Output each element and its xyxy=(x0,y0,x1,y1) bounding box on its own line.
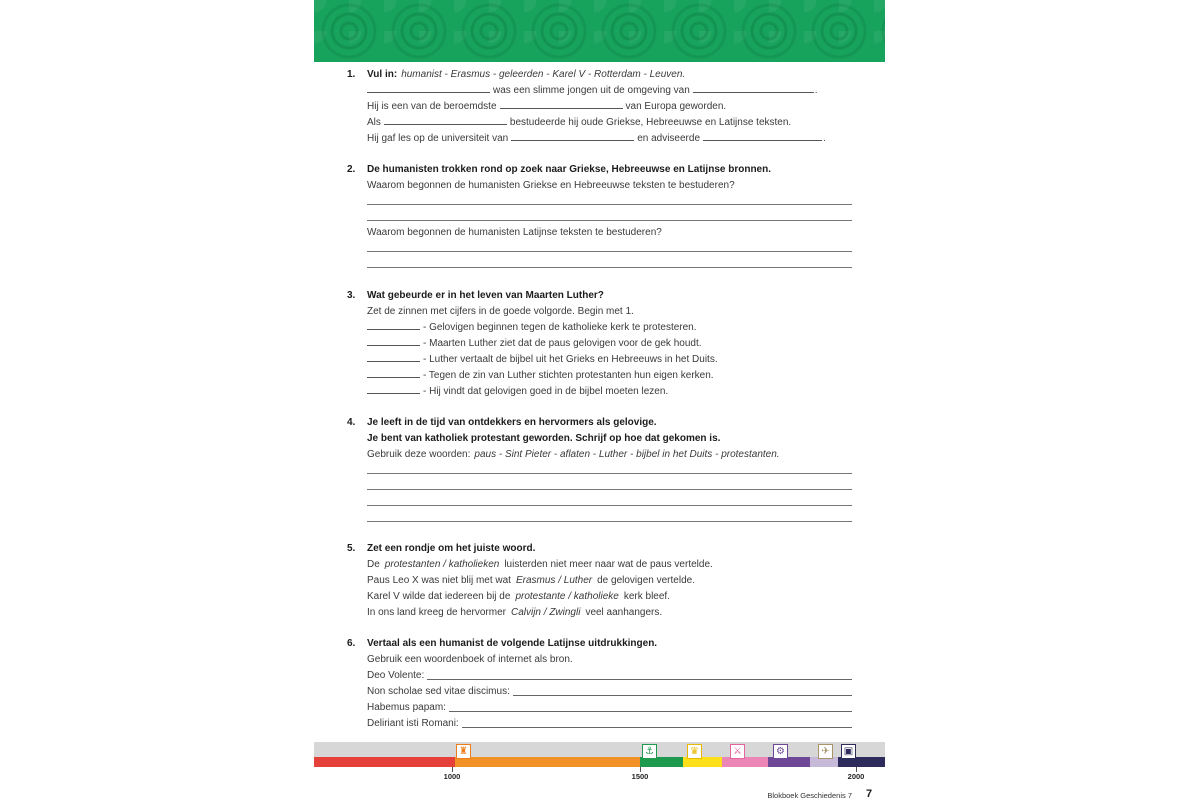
answer-line xyxy=(367,521,852,522)
q3-item xyxy=(367,338,702,350)
q1-sentence-2-text-b: van Europa geworden. xyxy=(625,101,727,112)
answer-line xyxy=(513,695,852,696)
timeline-year-label: 1000 xyxy=(443,772,461,781)
timeline-year-label: 2000 xyxy=(847,772,865,781)
q1-sentence-4-text-a: Hij gaf les op de universiteit van xyxy=(367,133,509,144)
answer-line xyxy=(367,204,852,205)
castle-icon: ♜ xyxy=(456,744,471,759)
television-icon: ▣ xyxy=(841,744,856,759)
page-number: 7 xyxy=(866,788,873,800)
fill-in-blank xyxy=(693,85,814,93)
q3-title: Wat gebeurde er in het leven van Maarten Luther? xyxy=(367,290,604,301)
order-number-blank xyxy=(367,386,420,394)
fill-in-blank xyxy=(511,133,634,141)
q5-sentence-before: Paus Leo X was niet blij met wat xyxy=(367,575,511,586)
timeline-segment xyxy=(455,757,640,767)
answer-line xyxy=(367,473,852,474)
q5-sentence-after: de gelovigen vertelde. xyxy=(597,575,695,586)
q5-sentence-before: Karel V wilde dat iedereen bij de xyxy=(367,591,511,602)
q5-sentence xyxy=(367,591,670,603)
q3-item xyxy=(367,370,714,382)
q1-label: Vul in: xyxy=(367,69,398,80)
q1-number: 1. xyxy=(347,69,356,80)
q5-sentence xyxy=(367,559,713,571)
q5-word-choice: Erasmus / Luther xyxy=(515,575,593,586)
q1-sentence-3-text-b: bestudeerde hij oude Griekse, Hebreeuwse en Latijnse teksten. xyxy=(509,117,792,128)
q1-word-list: humanist - Erasmus - geleerden - Karel V - Rotterdam - Leuven. xyxy=(401,69,686,80)
q2-title: De humanisten trokken rond op zoek naar Griekse, Hebreeuwse en Latijnse bronnen. xyxy=(367,164,771,175)
q2-number: 2. xyxy=(347,164,356,175)
latin-phrase-row xyxy=(367,718,852,730)
q2-question-a: Waarom begonnen de humanisten Griekse en Hebreeuwse teksten te bestuderen? xyxy=(367,180,735,191)
q4-title-line-2: Je bent van katholiek protestant geworden. Schrijf op hoe dat gekomen is. xyxy=(367,433,721,444)
ship-icon: ⚓ xyxy=(642,744,657,759)
answer-line xyxy=(367,220,852,221)
q1-sentence-1-end: . xyxy=(814,85,818,96)
q3-item-text: - Tegen de zin van Luther stichten protestanten hun eigen kerken. xyxy=(423,370,714,381)
q3-item-text: - Maarten Luther ziet dat de paus gelovigen voor de gek houdt. xyxy=(423,338,702,349)
q4-word-hint xyxy=(367,449,780,461)
q5-sentence-before: In ons land kreeg de hervormer xyxy=(367,607,506,618)
q4-number: 4. xyxy=(347,417,356,428)
answer-line xyxy=(367,489,852,490)
header-banner xyxy=(314,0,885,62)
q3-item xyxy=(367,322,697,334)
q5-number: 5. xyxy=(347,543,356,554)
q4-words-label: Gebruik deze woorden: xyxy=(367,449,471,460)
latin-phrase-row xyxy=(367,702,852,714)
q5-sentence-after: kerk bleef. xyxy=(623,591,670,602)
order-number-blank xyxy=(367,322,420,330)
q1-sentence-1-text: was een slimme jongen uit de omgeving van xyxy=(493,85,690,96)
q1-sentence-4-text-b: en adviseerde xyxy=(637,133,701,144)
q5-sentence xyxy=(367,575,695,587)
answer-line xyxy=(462,727,852,728)
q1-sentence-4 xyxy=(367,133,826,145)
fill-in-blank xyxy=(500,101,623,109)
q3-item xyxy=(367,386,668,398)
q1-sentence-2 xyxy=(367,101,726,113)
answer-line xyxy=(427,679,852,680)
answer-line xyxy=(367,251,852,252)
timeline-segment xyxy=(314,757,455,767)
q5-sentence-after: luisterden niet meer naar wat de paus vertelde. xyxy=(504,559,713,570)
q3-instruction: Zet de zinnen met cijfers in de goede volgorde. Begin met 1. xyxy=(367,306,634,317)
q5-sentence-after: veel aanhangers. xyxy=(585,607,663,618)
order-number-blank xyxy=(367,370,420,378)
q3-item xyxy=(367,354,718,366)
q1-header xyxy=(367,69,685,81)
q3-item-text: - Hij vindt dat gelovigen goed in de bijbel moeten lezen. xyxy=(423,386,669,397)
q2-question-b: Waarom begonnen de humanisten Latijnse teksten te bestuderen? xyxy=(367,227,662,238)
crown-icon: ♛ xyxy=(687,744,702,759)
fill-in-blank xyxy=(367,85,490,93)
q3-item-text: - Luther vertaalt de bijbel uit het Grieks en Hebreeuws in het Duits. xyxy=(423,354,718,365)
answer-line xyxy=(367,267,852,268)
latin-phrase: Deliriant isti Romani: xyxy=(367,718,459,729)
footer-book-title: Blokboek Geschiedenis 7 xyxy=(767,791,852,800)
q3-item-text: - Gelovigen beginnen tegen de katholieke kerk te protesteren. xyxy=(423,322,697,333)
q6-title: Vertaal als een humanist de volgende Latijnse uitdrukkingen. xyxy=(367,638,658,649)
q1-sentence-1 xyxy=(367,85,818,97)
order-number-blank xyxy=(367,338,420,346)
q5-word-choice: protestante / katholieke xyxy=(515,591,619,602)
q5-title: Zet een rondje om het juiste woord. xyxy=(367,543,536,554)
fill-in-blank xyxy=(384,117,507,125)
latin-phrase-row xyxy=(367,670,852,682)
q1-sentence-3 xyxy=(367,117,791,129)
q6-instruction: Gebruik een woordenboek of internet als bron. xyxy=(367,654,573,665)
q5-word-choice: Calvijn / Zwingli xyxy=(510,607,581,618)
latin-phrase: Non scholae sed vitae discimus: xyxy=(367,686,510,697)
answer-line xyxy=(449,711,852,712)
q1-sentence-4-end: . xyxy=(823,133,826,144)
guillotine-icon: ⚔ xyxy=(730,744,745,759)
q5-sentence-before: De xyxy=(367,559,380,570)
airplane-icon: ✈ xyxy=(818,744,833,759)
latin-phrase-row xyxy=(367,686,852,698)
q4-title-line-1: Je leeft in de tijd van ontdekkers en hervormers als gelovige. xyxy=(367,417,657,428)
q5-word-choice: protestanten / katholieken xyxy=(384,559,500,570)
answer-line xyxy=(367,505,852,506)
q6-number: 6. xyxy=(347,638,356,649)
q5-sentence xyxy=(367,607,662,619)
fill-in-blank xyxy=(703,133,822,141)
latin-phrase: Habemus papam: xyxy=(367,702,446,713)
factory-icon: ⚙ xyxy=(773,744,788,759)
timeline-segment xyxy=(722,757,768,767)
q3-number: 3. xyxy=(347,290,356,301)
q1-sentence-2-text-a: Hij is een van de beroemdste xyxy=(367,101,497,112)
q1-sentence-3-text-a: Als xyxy=(367,117,381,128)
order-number-blank xyxy=(367,354,420,362)
q4-word-list: paus - Sint Pieter - aflaten - Luther - bijbel in het Duits - protestanten. xyxy=(474,449,780,460)
latin-phrase: Deo Volente: xyxy=(367,670,425,681)
timeline-year-label: 1500 xyxy=(631,772,649,781)
